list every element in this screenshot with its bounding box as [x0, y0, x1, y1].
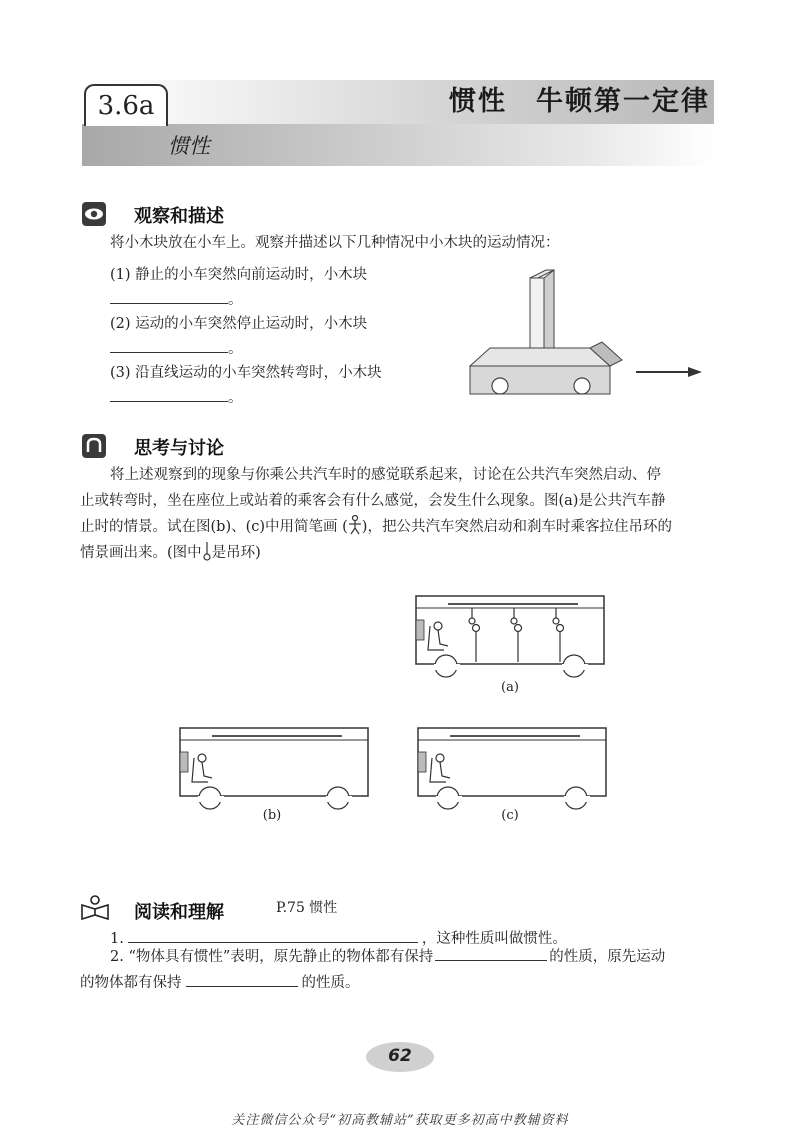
reading-question-2-line2: 的物体都有保持 的性质。 — [80, 970, 360, 996]
caption-b: (b) — [262, 808, 282, 823]
observe-intro: 将小木块放在小车上。观察并描述以下几种情况中小木块的运动情况： — [110, 235, 560, 251]
discuss-heading: 思考与讨论 — [134, 438, 224, 459]
section-subtitle: 惯性 — [168, 134, 210, 158]
answer-blank-q2b[interactable] — [186, 972, 298, 987]
answer-blank-q2a[interactable] — [435, 946, 547, 961]
bus-diagram-a — [408, 590, 608, 682]
book-reader-icon — [80, 895, 110, 921]
reading-question-1: 1. ，这种性质叫做惯性。 — [110, 926, 567, 952]
bus-diagram-b[interactable] — [172, 722, 372, 814]
observe-item-1: (1) 静止的小车突然向前运动时，小木块 — [110, 267, 368, 283]
discuss-para-line4: 情景画出来。(图中 是吊环) — [80, 540, 261, 566]
discussion-icon — [82, 434, 106, 458]
section-number: 3.6a — [84, 84, 168, 126]
motion-arrow-icon — [636, 367, 702, 377]
answer-blank-2[interactable]: 。 — [110, 336, 243, 362]
cart-illustration — [460, 268, 710, 408]
reading-question-2-line1: 2. “物体具有惯性”表明，原先静止的物体都有保持 的性质，原先运动 — [110, 944, 665, 970]
cart-icon — [470, 342, 622, 394]
eye-icon — [82, 202, 106, 226]
answer-blank-3[interactable]: 。 — [110, 385, 243, 411]
observe-item-2: (2) 运动的小车突然停止运动时，小木块 — [110, 316, 368, 332]
bus-diagram-c[interactable] — [410, 722, 610, 814]
observe-heading: 观察和描述 — [134, 206, 224, 227]
answer-blank-1[interactable]: 。 — [110, 287, 243, 313]
stick-figure-icon — [348, 515, 362, 535]
discuss-para-line3: 止时的情景。试在图(b)、(c)中用简笔画 ( )，把公共汽车突然启动和刹车时乘客拉住吊环的 — [80, 514, 672, 540]
observe-item-3: (3) 沿直线运动的小车突然转弯时，小木块 — [110, 365, 382, 381]
reading-heading: 阅读和理解 — [134, 902, 224, 923]
discuss-para-line2: 止或转弯时，坐在座位上或站着的乘客会有什么感觉，会发生什么现象。图(a)是公共汽车静 — [80, 493, 666, 509]
caption-c: (c) — [501, 808, 519, 823]
discuss-para-line1: 将上述观察到的现象与你乘公共汽车时的感觉联系起来，讨论在公共汽车突然启动、停 — [110, 467, 661, 483]
caption-a: (a) — [501, 680, 519, 695]
chapter-title: 惯性 牛顿第一定律 — [449, 86, 710, 117]
page-number: 62 — [388, 1046, 412, 1066]
hand-ring-icon — [202, 541, 212, 561]
footer-note: 关注微信公众号“初高教辅站”获取更多初高中教辅资料 — [231, 1113, 569, 1128]
answer-blank-q1[interactable] — [128, 928, 418, 943]
reading-reference: P.75 惯性 — [276, 900, 338, 916]
